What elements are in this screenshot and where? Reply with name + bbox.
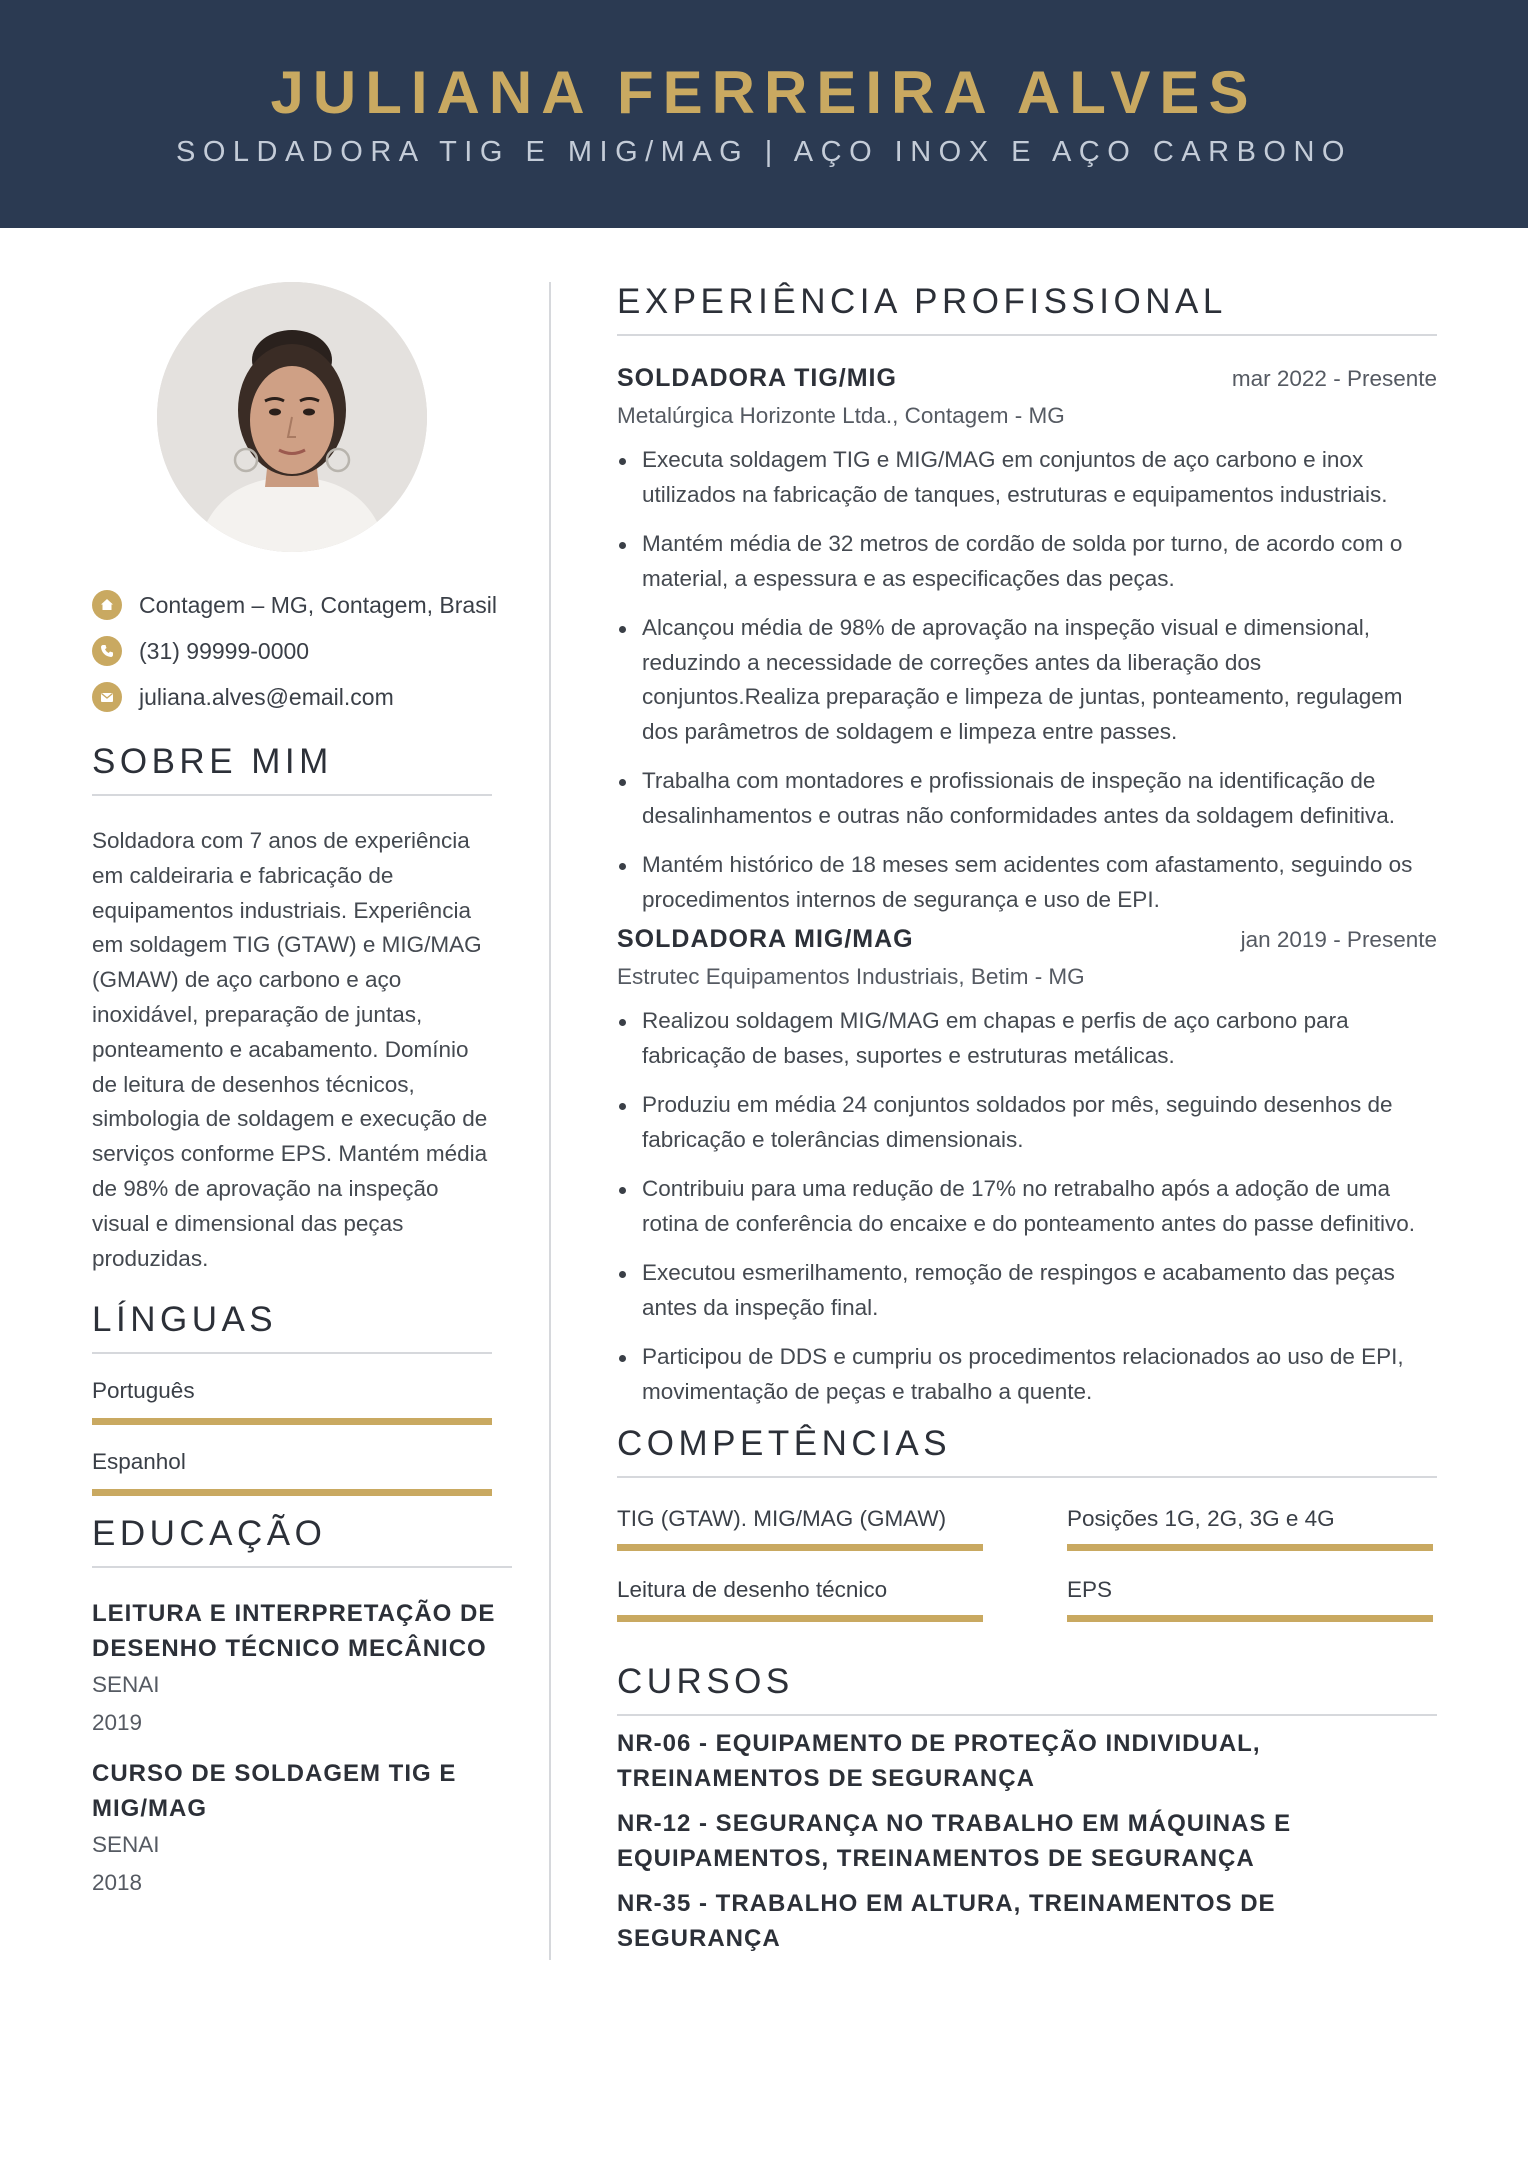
language-name: Espanhol <box>92 1449 186 1474</box>
skills-section <box>617 1424 1437 1622</box>
skill-item <box>1067 1506 1433 1551</box>
skill-name: TIG (GTAW). MIG/MAG (GMAW) <box>617 1506 947 1531</box>
job-bullets <box>617 443 1437 917</box>
skill-level-bar <box>1067 1544 1433 1551</box>
bullet-item: Realizou soldagem MIG/MAG em chapas e perfis de aço carbono para fabricação de bases, suportes e estruturas metálicas. <box>617 1004 1437 1073</box>
job-date: mar 2022 - Presente <box>1231 366 1437 391</box>
section-divider <box>617 1714 1437 1716</box>
skill-level-bar <box>1067 1615 1433 1622</box>
education-school: SENAI <box>92 1832 160 1857</box>
phone-text: (31) 99999-0000 <box>139 637 310 664</box>
bullet-item: Executa soldagem TIG e MIG/MAG em conjuntos de aço carbono e inox utilizados na fabricação de tanques, estruturas e equipamentos industriais. <box>617 443 1437 512</box>
job-company: Metalúrgica Horizonte Ltda., Contagem - MG <box>617 403 1065 428</box>
education-item <box>92 1756 512 1902</box>
mail-icon <box>92 682 122 712</box>
section-divider <box>617 1476 1437 1478</box>
column-divider <box>549 282 551 1960</box>
skill-name: Leitura de desenho técnico <box>617 1577 888 1602</box>
job-entry <box>617 364 1437 917</box>
section-divider <box>92 794 492 796</box>
education-year: 2019 <box>92 1710 143 1735</box>
header-banner <box>0 0 1528 228</box>
education-title: EDUCAÇÃO <box>92 1514 327 1553</box>
email-text: juliana.alves@email.com <box>139 683 394 710</box>
skill-item <box>1067 1577 1433 1622</box>
languages-section <box>92 1300 492 1496</box>
about-text: Soldadora com 7 anos de experiência em caldeiraria e fabricação de equipamentos industriais. Experiência em soldagem TIG (GTAW) e MIG/MAG (GMAW) de aço carbono e aço inoxidável, preparação de juntas, ponteamento e acabamento. Domínio de leitura de desenhos técnicos, simbologia de soldagem e execução de serviços conforme EPS. Mantém média de 98% de aprovação na inspeção visual e dimensional das peças produzidas. <box>92 828 488 1271</box>
phone-icon <box>92 636 122 666</box>
language-item <box>92 1449 492 1496</box>
education-item <box>92 1596 512 1742</box>
about-title: SOBRE MIM <box>92 742 333 781</box>
job-title: SOLDADORA TIG/MIG <box>617 364 897 392</box>
language-name: Português <box>92 1378 195 1403</box>
job-bullets <box>617 1004 1437 1409</box>
contact-address <box>92 582 502 628</box>
job-title: SOLDADORA MIG/MAG <box>617 925 914 953</box>
language-level-bar <box>92 1489 492 1496</box>
bullet-item: Contribuiu para uma redução de 17% no retrabalho após a adoção de uma rotina de conferência do encaixe e do ponteamento antes do passe definitivo. <box>617 1172 1437 1241</box>
skill-level-bar <box>617 1615 983 1622</box>
home-icon <box>92 590 122 620</box>
course-item: NR-06 - EQUIPAMENTO DE PROTEÇÃO INDIVIDUAL, TREINAMENTOS DE SEGURANÇA <box>617 1730 1261 1792</box>
job-date: jan 2019 - Presente <box>1240 927 1437 952</box>
about-section <box>92 742 492 1276</box>
education-year: 2018 <box>92 1870 143 1895</box>
language-level-bar <box>92 1418 492 1425</box>
contact-list <box>92 582 502 720</box>
bullet-item: Trabalha com montadores e profissionais de inspeção na identificação de desalinhamentos e outras não conformidades antes da soldagem definitiva. <box>617 764 1437 833</box>
languages-title: LÍNGUAS <box>92 1300 278 1339</box>
courses-section <box>617 1662 1437 1956</box>
course-item: NR-12 - SEGURANÇA NO TRABALHO EM MÁQUINAS E EQUIPAMENTOS, TREINAMENTOS DE SEGURANÇA <box>617 1810 1292 1872</box>
profile-photo <box>157 282 427 552</box>
job-company: Estrutec Equipamentos Industriais, Betim - MG <box>617 964 1085 989</box>
skills-title: COMPETÊNCIAS <box>617 1424 952 1463</box>
education-school: SENAI <box>92 1672 160 1697</box>
skill-level-fill <box>1067 1544 1433 1551</box>
right-column <box>617 282 1437 1956</box>
contact-email <box>92 674 502 720</box>
skill-level-fill <box>617 1544 983 1551</box>
portrait-illustration <box>157 282 427 552</box>
education-course-title: CURSO DE SOLDAGEM TIG E MIG/MAG <box>92 1760 457 1822</box>
address-text: Contagem – MG, Contagem, Brasil <box>139 591 497 618</box>
skill-name: Posições 1G, 2G, 3G e 4G <box>1067 1506 1335 1531</box>
contact-phone <box>92 628 502 674</box>
language-level-fill <box>92 1489 492 1496</box>
education-course-title: LEITURA E INTERPRETAÇÃO DE DESENHO TÉCNICO MECÂNICO <box>92 1600 496 1662</box>
bullet-item: Mantém histórico de 18 meses sem acidentes com afastamento, seguindo os procedimentos internos de segurança e uso de EPI. <box>617 848 1437 917</box>
bullet-item: Alcançou média de 98% de aprovação na inspeção visual e dimensional, reduzindo a necessidade de correções antes da liberação dos conjuntos.Realiza preparação e limpeza de juntas, ponteamento, regulagem dos parâmetros de soldagem e limpeza entre passes. <box>617 611 1437 749</box>
bullet-item: Produziu em média 24 conjuntos soldados por mês, seguindo desenhos de fabricação e tolerâncias dimensionais. <box>617 1088 1437 1157</box>
education-section <box>92 1514 512 1902</box>
experience-title: EXPERIÊNCIA PROFISSIONAL <box>617 282 1227 321</box>
skill-level-bar <box>617 1544 983 1551</box>
skill-item <box>617 1506 983 1551</box>
candidate-name: JULIANA FERREIRA ALVES <box>270 59 1258 126</box>
language-item <box>92 1378 492 1425</box>
section-divider <box>617 334 1437 336</box>
section-divider <box>92 1352 492 1354</box>
section-divider <box>92 1566 512 1568</box>
courses-title: CURSOS <box>617 1662 794 1701</box>
bullet-item: Participou de DDS e cumpriu os procedimentos relacionados ao uso de EPI, movimentação de peças e trabalho a quente. <box>617 1340 1437 1409</box>
skill-item <box>617 1577 983 1622</box>
language-level-fill <box>92 1418 492 1425</box>
job-entry <box>617 925 1437 1409</box>
bullet-item: Executou esmerilhamento, remoção de respingos e acabamento das peças antes da inspeção final. <box>617 1256 1437 1325</box>
skill-level-fill <box>1067 1615 1433 1622</box>
skill-name: EPS <box>1067 1577 1113 1602</box>
candidate-subtitle: SOLDADORA TIG E MIG/MAG | AÇO INOX E AÇO CARBONO <box>176 136 1352 168</box>
skill-level-fill <box>617 1615 983 1622</box>
course-item: NR-35 - TRABALHO EM ALTURA, TREINAMENTOS DE SEGURANÇA <box>617 1890 1276 1952</box>
bullet-item: Mantém média de 32 metros de cordão de solda por turno, de acordo com o material, a espessura e as especificações das peças. <box>617 527 1437 596</box>
